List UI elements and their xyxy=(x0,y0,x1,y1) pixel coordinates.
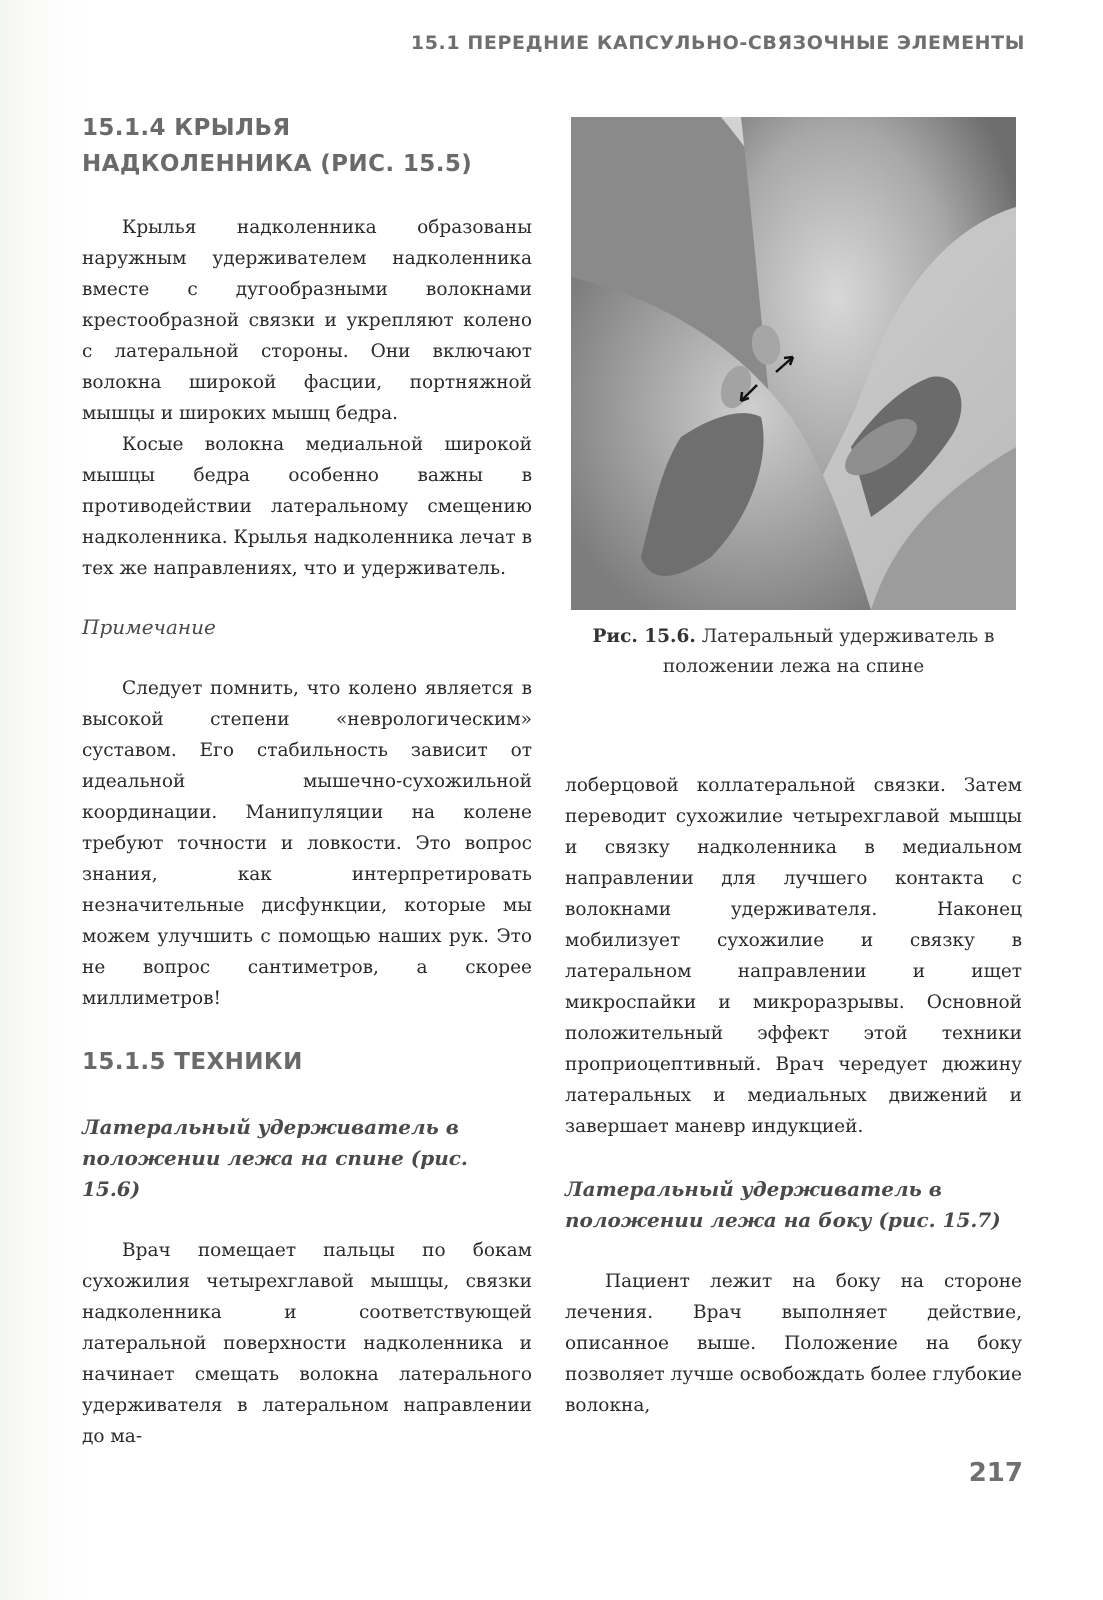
knee-photo-illustration xyxy=(571,117,1016,610)
section-title-wings: 15.1.4 КРЫЛЬЯ НАДКОЛЕННИКА (РИС. 15.5) xyxy=(82,115,473,177)
subsection-title-supine: Латеральный удерживатель в положении лежа на спине (рис. 15.6) xyxy=(82,1115,468,1201)
section-title-techniques: 15.1.5 ТЕХНИКИ xyxy=(82,1049,303,1075)
right-column xyxy=(565,770,1022,1421)
note-text: Следует помнить, что колено является в высокой степени «неврологическим» суставом. Его стабильность зависит от идеальной мышечно-сухожильной координации. Манипуляции на колене требуют точности и ловкости. Это вопрос знания, как интерпретировать незначительные дисфункции, которые мы можем улучшить с помощью наших рук. Это не вопрос сантиметров, а скорее миллиметров! xyxy=(82,678,532,1009)
figure-photo xyxy=(571,117,1016,610)
running-head: 15.1 ПЕРЕДНИЕ КАПСУЛЬНО-СВЯЗОЧНЫЕ ЭЛЕМЕНТЫ xyxy=(410,32,1025,54)
paragraph-wings-1: Крылья надколенника образованы наружным удерживателем надколенника вместе с дугообразными волокнами крестообразной связки и укрепляют колено с латеральной стороны. Они включают волокна широкой фасции, портняжной мышцы и широких мышц бедра. xyxy=(82,217,532,424)
paragraph-wings-2: Косые волокна медиальной широкой мышцы бедра особенно важны в противодействии латеральному смещению надколенника. Крылья надколенника лечат в тех же направлениях, что и удерживатель. xyxy=(82,434,532,579)
subsection-title-side-lying: Латеральный удерживатель в положении лежа на боку (рис. 15.7) xyxy=(565,1177,1001,1232)
figure-caption xyxy=(571,622,1016,682)
paragraph-supine-continued: лоберцовой коллатеральной связки. Затем переводит сухожилие четырехглавой мышцы и связку надколенника в медиальном направлении для лучшего контакта с волокнами удерживателя. Наконец мобилизует сухожилие и связку в латеральном направлении и ищет микроспайки и микроразрывы. Основной положительный эффект этой техники проприоцептивный. Врач чередует дюжину латеральных и медиальных движений и завершает маневр индукцией. xyxy=(565,775,1022,1137)
paragraph-supine-technique: Врач помещает пальцы по бокам сухожилия четырехглавой мышцы, связки надколенника и соответствующей латеральной поверхности надколенника и начинает смещать волокна латерального удерживателя в латеральном направлении до ма- xyxy=(82,1240,532,1447)
paragraph-side-lying: Пациент лежит на боку на стороне лечения. Врач выполняет действие, описанное выше. Положение на боку позволяет лучше освобождать более глубокие волокна, xyxy=(565,1271,1022,1416)
page-number: 217 xyxy=(968,1458,1023,1488)
note-title: Примечание xyxy=(82,615,216,639)
figure-caption-text: Латеральный удерживатель в положении лежа на спине xyxy=(662,626,995,677)
left-column xyxy=(82,110,532,1452)
figure-label: Рис. 15.6. xyxy=(592,626,696,647)
